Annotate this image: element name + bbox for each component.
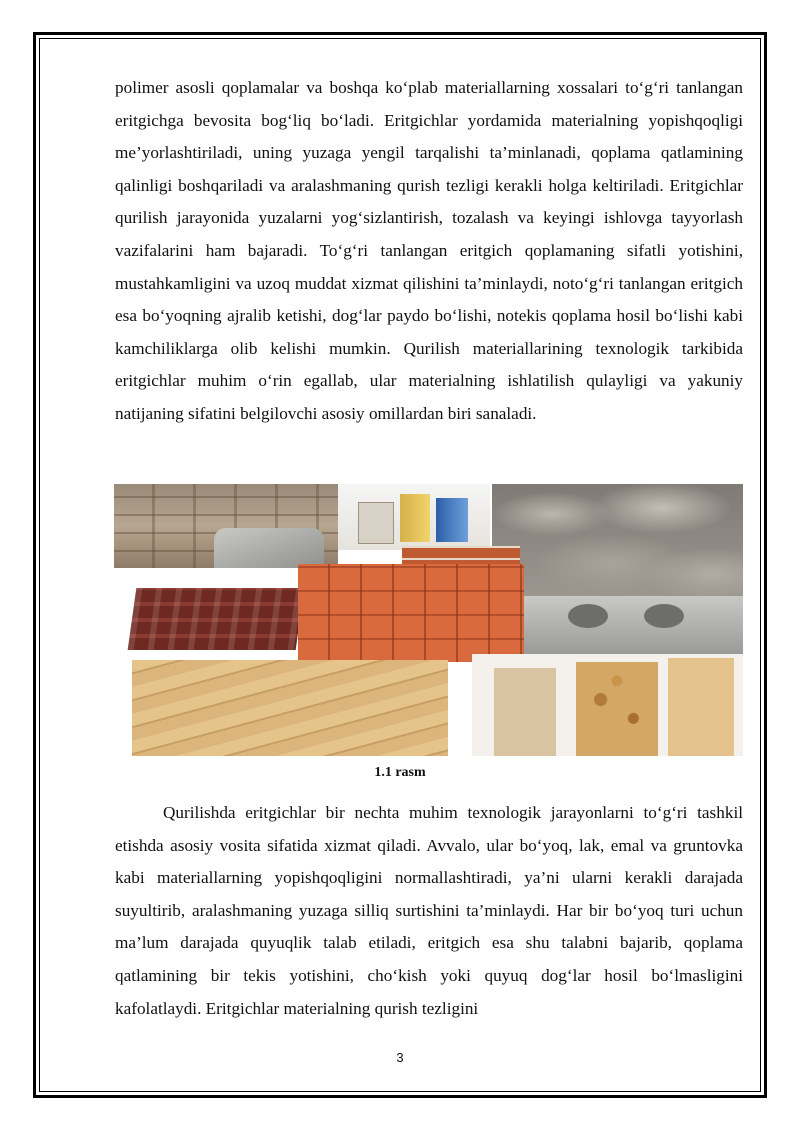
timber-planks-photo <box>132 660 448 756</box>
paint-cans-photo <box>338 484 490 550</box>
paragraph-2: Qurilishda eritgichlar bir nechta muhim texnologik jarayonlarni to‘g‘ri tashkil etishda asosiy vosita sifatida xizmat qiladi. Avvalo, ular bo‘yoq, lak, emal va gruntovka kabi materiallarning yopishqoqligini normallashtiradi, ya’ni ularni kerakli darajada suyultirib, aralashmaning yuzaga silliq surtishini ta’minlaydi. Har bir bo‘yoq turi uchun ma’lum darajada quyuqlik talab etiladi, eritgich esa shu talabni bajarib, qoplama qatlamining bir tekis yotishini, cho‘kish yoki quyuq dog‘lar hosil bo‘lmasligini kafolatlaydi. Eritgichlar materialning qurish tezligini <box>115 803 743 1018</box>
osb-boards-photo <box>472 654 743 756</box>
paragraph-1: polimer asosli qoplamalar va boshqa ko‘plab materiallarning xossalari to‘g‘ri tanlangan eritgichga bevosita bog‘liq bo‘ladi. Eritgichlar yordamida materialning yopishqoqligi me’yorlashtiriladi, uning yuzaga yengil tarqalishi ta’minlanadi, qoplama qatlamining qalinligi boshqariladi va aralashmaning qurish tezligi kerakli holga keltiriladi. Eritgichlar qurilish jarayonida yuzalarni yog‘sizlantirish, tozalash va keyingi ishlovga tayyorlash vazifalarini ham bajaradi. To‘g‘ri tanlangan eritgich qoplamaning sifatli yotishini, mustahkamligini va uzoq muddat xizmat qilishini ta’minlaydi, noto‘g‘ri tanlangan eritgich esa bo‘yoqning ajralib ketishi, dog‘lar paydo bo‘lishi, notekis qoplama hosil bo‘lishi kabi kamchiliklarga olib kelishi mumkin. Qurilish materiallarining texnologik tarkibida eritgichlar muhim o‘rin egallab, ular materialning ishlatilish qulayligi va yakuniy natijaning sifatini belgilovchi asosiy omillardan biri sanaladi. <box>115 78 743 423</box>
building-materials-collage <box>114 484 743 756</box>
cement-bags-photo <box>114 484 338 568</box>
concrete-block-photo <box>524 596 743 654</box>
cement-sacks-photo <box>492 484 743 596</box>
figure-caption: 1.1 rasm <box>374 765 426 780</box>
metal-roof-tile-photo <box>128 588 305 650</box>
perforated-bricks-photo <box>298 564 524 662</box>
page-number: 3 <box>396 1050 404 1065</box>
